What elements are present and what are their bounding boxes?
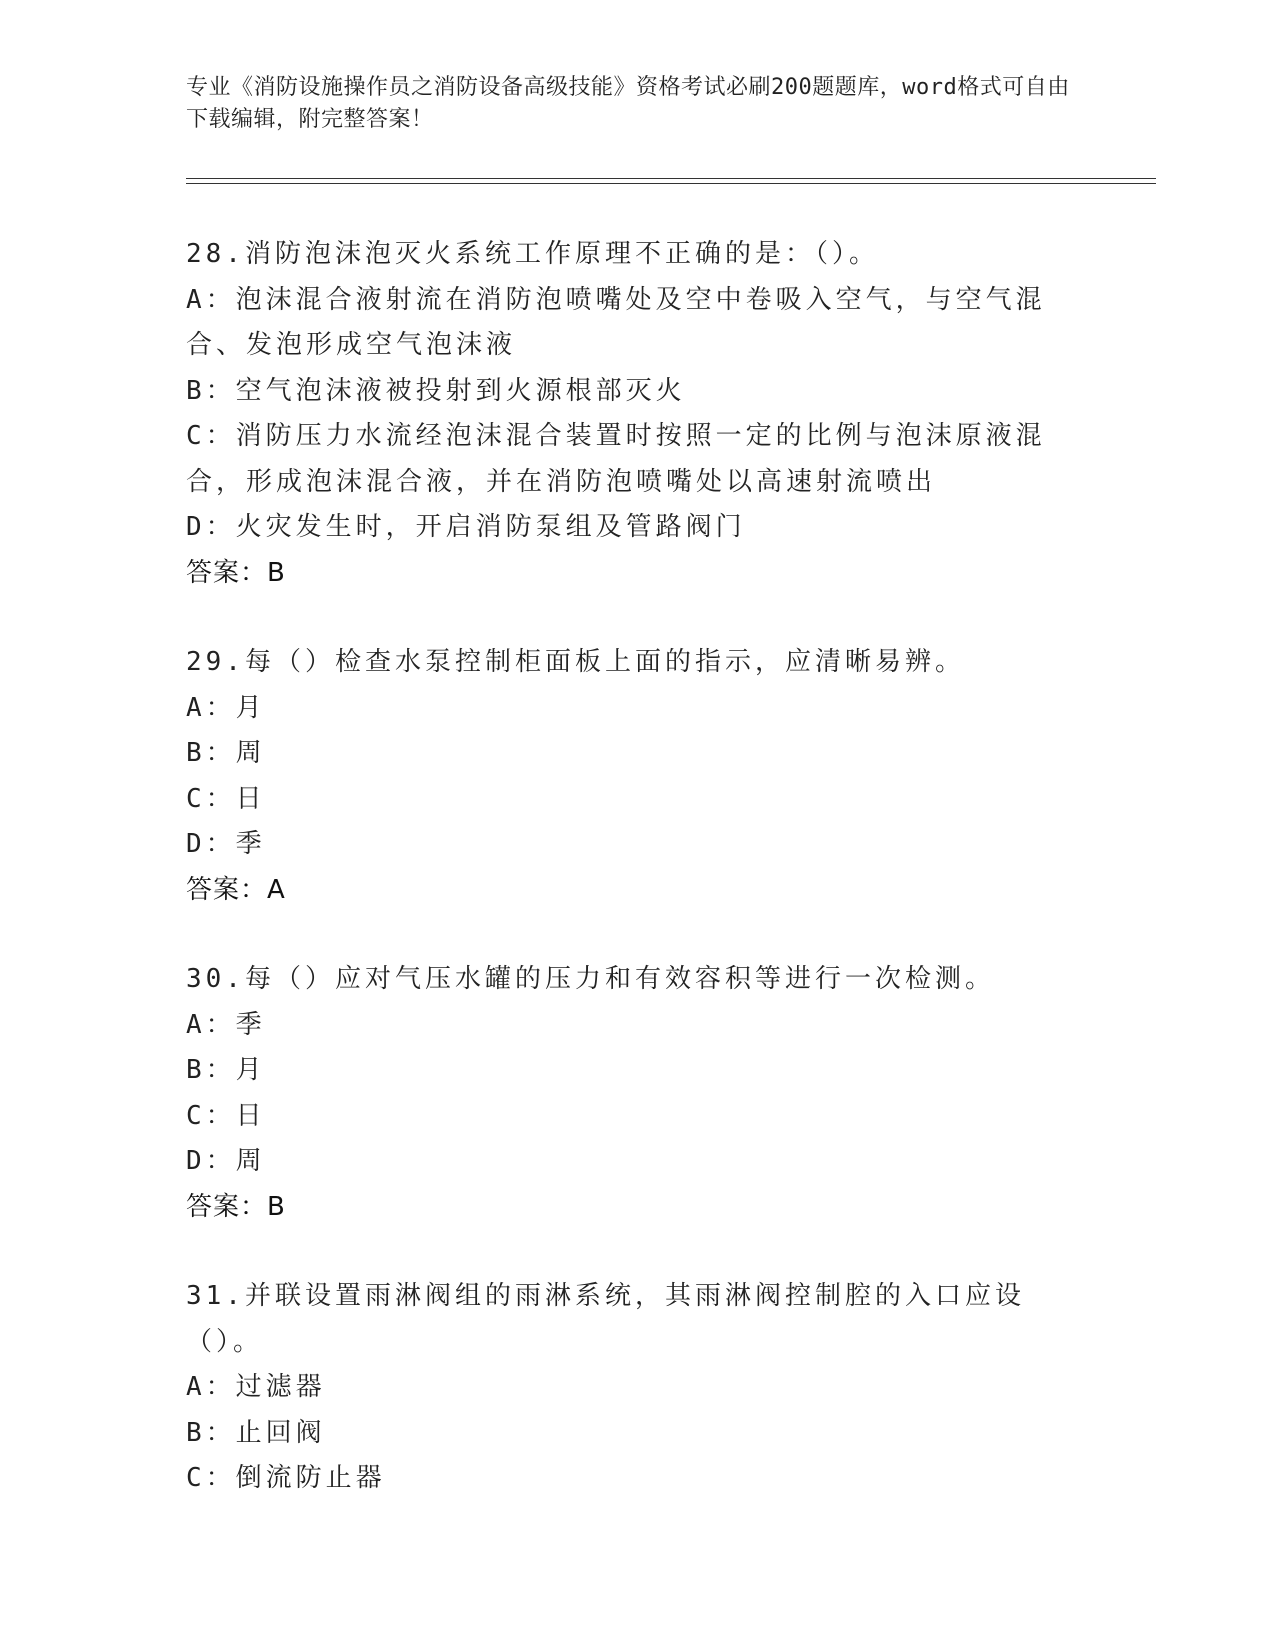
answer-line: 答案：B [186, 557, 286, 588]
option-b: B：月 [186, 1055, 266, 1085]
question-30 [186, 957, 1086, 1230]
question-28 [186, 232, 1086, 596]
question-31 [186, 1274, 1086, 1502]
question-stem: 30.每（）应对气压水罐的压力和有效容积等进行一次检测。 [186, 964, 995, 994]
option-d: D：季 [186, 829, 266, 859]
option-a: A：季 [186, 1009, 266, 1040]
option-b: B：周 [186, 738, 266, 768]
option-d: D：火灾发生时，开启消防泵组及管路阀门 [186, 512, 746, 542]
question-stem: 31.并联设置雨淋阀组的雨淋系统，其雨淋阀控制腔的入口应设（）。 [186, 1281, 1025, 1357]
question-stem: 28.消防泡沫泡灭火系统工作原理不正确的是：（）。 [186, 239, 879, 269]
option-a: A：泡沫混合液射流在消防泡喷嘴处及空中卷吸入空气，与空气混合、发泡形成空气泡沫液 [186, 284, 1046, 360]
answer-line: 答案：A [186, 874, 286, 905]
option-c: C：倒流防止器 [186, 1463, 386, 1493]
option-c: C：消防压力水流经泡沫混合装置时按照一定的比例与泡沫原液混合，形成泡沫混合液，并在消防泡喷嘴处以高速射流喷出 [186, 421, 1046, 497]
header-divider-top [186, 178, 1156, 179]
option-b: B：空气泡沫液被投射到火源根部灭火 [186, 375, 686, 406]
header-divider-bottom [186, 183, 1156, 184]
answer-line: 答案：B [186, 1191, 286, 1222]
option-c: C：日 [186, 783, 266, 814]
option-b: B：止回阀 [186, 1417, 326, 1448]
question-stem: 29.每（）检查水泵控制柜面板上面的指示，应清晰易辨。 [186, 647, 965, 677]
question-29 [186, 640, 1086, 913]
option-a: A：过滤器 [186, 1372, 326, 1402]
option-d: D：周 [186, 1146, 266, 1176]
question-list [186, 232, 1086, 1546]
option-c: C：日 [186, 1100, 266, 1131]
document-header: 专业《消防设施操作员之消防设备高级技能》资格考试必刷200题题库，word格式可自由下载编辑，附完整答案！ [186, 75, 1070, 132]
option-a: A：月 [186, 692, 266, 723]
